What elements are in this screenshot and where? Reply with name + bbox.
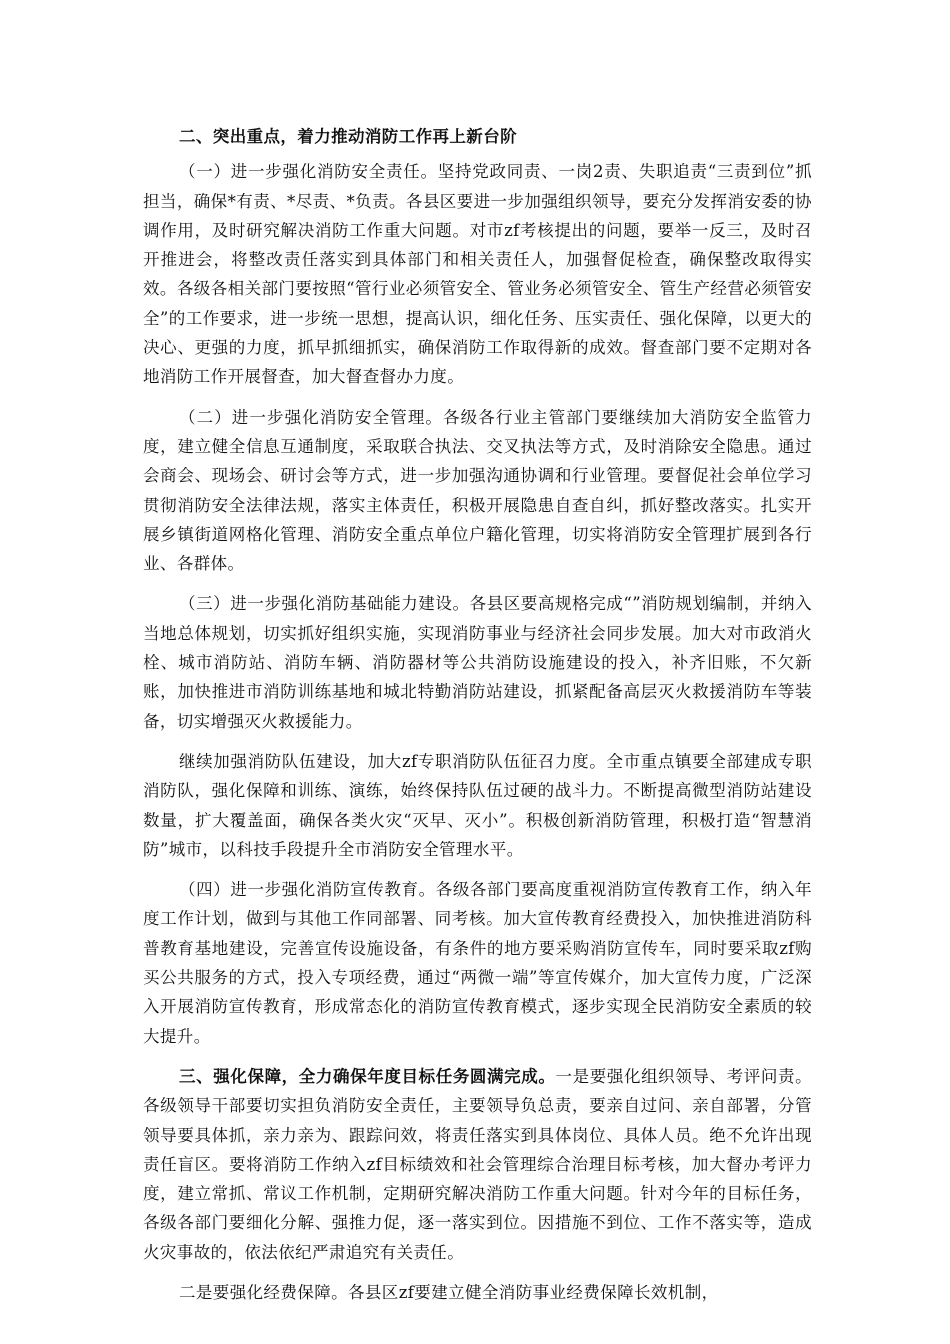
paragraph-section-3 <box>143 1062 812 1267</box>
paragraph-team-building: 继续加强消防队伍建设，加大zf专职消防队伍征召力度。全市重点镇要全部建成专职消防队，强化保障和训练、演练，始终保持队伍过硬的战斗力。不断提高微型消防站建设数量，扩大覆盖面，确保各类火灾“灭早、灭小”。积极创新消防管理，积极打造“智慧消防”城市，以科技手段提升全市消防安全管理水平。 <box>143 751 812 859</box>
paragraph-funding: 二是要强化经费保障。各县区zf要建立健全消防事业经费保障长效机制， <box>179 1282 719 1302</box>
paragraph-infrastructure: （三）进一步强化消防基础能力建设。各县区要高规格完成“”消防规划编制，并纳入当地总体规划，切实抓好组织实施，实现消防事业与经济社会同步发展。加大对市政消火栓、城市消防站、消防车辆、消防器材等公共消防设施建设的投入，补齐旧账，不欠新账，加快推进市消防训练基地和城北特勤消防站建设，抓紧配备高层灭火救援消防车等装备，切实增强灭火救援能力。 <box>143 594 812 731</box>
paragraph-responsibility: （一）进一步强化消防安全责任。坚持党政同责、一岗2责、失职追责“三责到位”抓担当，确保*有责、*尽责、*负责。各县区要进一步加强组织领导，要充分发挥消安委的协调作用，及时研究解决消防工作重大问题。对市zf考核提出的问题，要举一反三，及时召开推进会，将整改责任落实到具体部门和相关责任人，加强督促检查，确保整改取得实效。各级各相关部门要按照“管行业必须管安全、管业务必须管安全、管生产经营必须管安全”的工作要求，进一步统一思想，提高认识，细化任务、压实责任、强化保障，以更大的决心、更强的力度，抓早抓细抓实，确保消防工作取得新的成效。督查部门要不定期对各地消防工作开展督查，加大督查督办力度。 <box>143 162 812 387</box>
document-body <box>143 122 812 1318</box>
paragraph-publicity: （四）进一步强化消防宣传教育。各级各部门要高度重视消防宣传教育工作，纳入年度工作计划，做到与其他工作同部署、同考核。加大宣传教育经费投入，加快推进消防科普教育基地建设，完善宣传设施设备，有条件的地方要采购消防宣传车，同时要采取zf购买公共服务的方式，投入专项经费，通过“两微一端”等宣传媒介，加大宣传力度，广泛深入开展消防宣传教育，形成常态化的消防宣传教育模式，逐步实现全民消防安全素质的较大提升。 <box>143 880 812 1046</box>
section-3-body: 一是要强化组织领导、考评问责。各级领导干部要切实担负消防安全责任，主要领导负总责，要亲自过问、亲自部署，分管领导要具体抓，亲力亲为、跟踪问效，将责任落实到具体岗位、具体人员。绝不允许出现责任盲区。要将消防工作纳入zf目标绩效和社会管理综合治理目标考核，加大督办考评力度，建立常抓、常议工作机制，定期研究解决消防工作重大问题。针对今年的目标任务，各级各部门要细化分解、强推力促，逐一落实到位。因措施不到位、工作不落实等，造成火灾事故的，依法依纪严肃追究有关责任。 <box>143 1066 812 1262</box>
section-heading-2: 二、突出重点，着力推动消防工作再上新台阶 <box>179 127 517 146</box>
section-heading-3: 三、强化保障，全力确保年度目标任务圆满完成。 <box>179 1066 556 1086</box>
paragraph-management: （二）进一步强化消防安全管理。各级各行业主管部门要继续加大消防安全监管力度，建立健全信息互通制度，采取联合执法、交叉执法等方式，及时消除安全隐患。通过会商会、现场会、研讨会等方式，进一步加强沟通协调和行业管理。要督促社会单位学习贯彻消防安全法律法规，落实主体责任，积极开展隐患自查自纠，抓好整改落实。扎实开展乡镇街道网格化管理、消防安全重点单位户籍化管理，切实将消防安全管理扩展到各行业、各群体。 <box>143 407 812 574</box>
